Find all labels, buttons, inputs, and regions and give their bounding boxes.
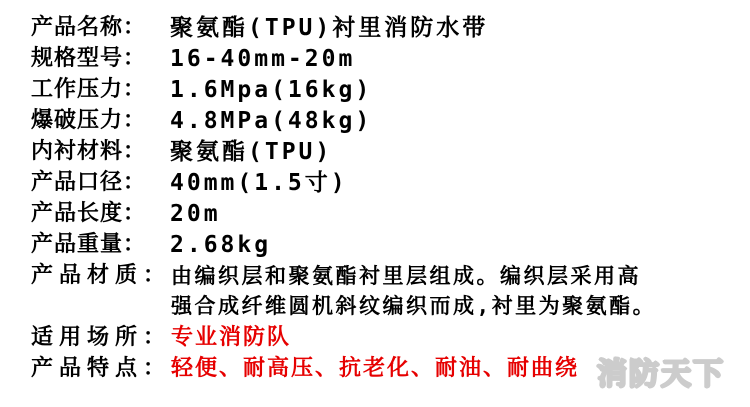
spec-row-length — [31, 199, 671, 229]
spec-value: 20m — [170, 201, 221, 227]
watermark-text: 消防天下 — [597, 357, 725, 392]
spec-row-caliber — [31, 168, 671, 198]
spec-row-working-pressure — [31, 75, 671, 105]
product-spec-sheet — [31, 13, 671, 385]
spec-label: 产品重量： — [31, 232, 147, 257]
spec-label: 内衬材料： — [31, 139, 147, 164]
spec-value-highlight: 轻便、耐高压、抗老化、耐油、耐曲绕 — [171, 356, 580, 381]
spec-value-paragraph — [171, 261, 671, 321]
spec-value: 聚氨酯(TPU) — [170, 139, 333, 165]
spec-row-material — [31, 261, 671, 321]
spec-label: 产品名称： — [31, 15, 147, 40]
spec-label: 产品特点： — [31, 356, 172, 381]
spec-value-line-2: 强合成纤维圆机斜纹编织而成,衬里为聚氨酯。 — [171, 294, 657, 318]
spec-label: 产品长度： — [31, 201, 147, 226]
spec-value: 40mm(1.5寸) — [170, 170, 348, 196]
spec-row-model — [31, 44, 671, 74]
spec-value: 2.68kg — [170, 232, 272, 258]
spec-row-product-name — [31, 13, 671, 43]
spec-row-lining-material — [31, 137, 671, 167]
spec-value: 16-40mm-20m — [170, 46, 356, 72]
spec-label: 适用场所： — [31, 325, 172, 350]
spec-row-weight — [31, 230, 671, 260]
spec-row-burst-pressure — [31, 106, 671, 136]
spec-value: 聚氨酯(TPU)衬里消防水带 — [170, 15, 489, 41]
spec-row-application — [31, 323, 671, 353]
spec-value-line-1: 由编织层和聚氨酯衬里层组成。编织层采用高 — [171, 264, 642, 288]
spec-value-highlight: 专业消防队 — [171, 325, 292, 350]
spec-label: 规格型号： — [31, 46, 147, 71]
spec-value: 1.6Mpa(16kg) — [170, 77, 373, 103]
spec-row-features — [31, 354, 671, 384]
spec-value: 4.8MPa(48kg) — [170, 108, 373, 134]
spec-label: 产品材质： — [31, 263, 172, 288]
spec-label: 工作压力： — [31, 77, 147, 102]
spec-label: 爆破压力： — [31, 108, 147, 133]
spec-label: 产品口径： — [31, 170, 147, 195]
